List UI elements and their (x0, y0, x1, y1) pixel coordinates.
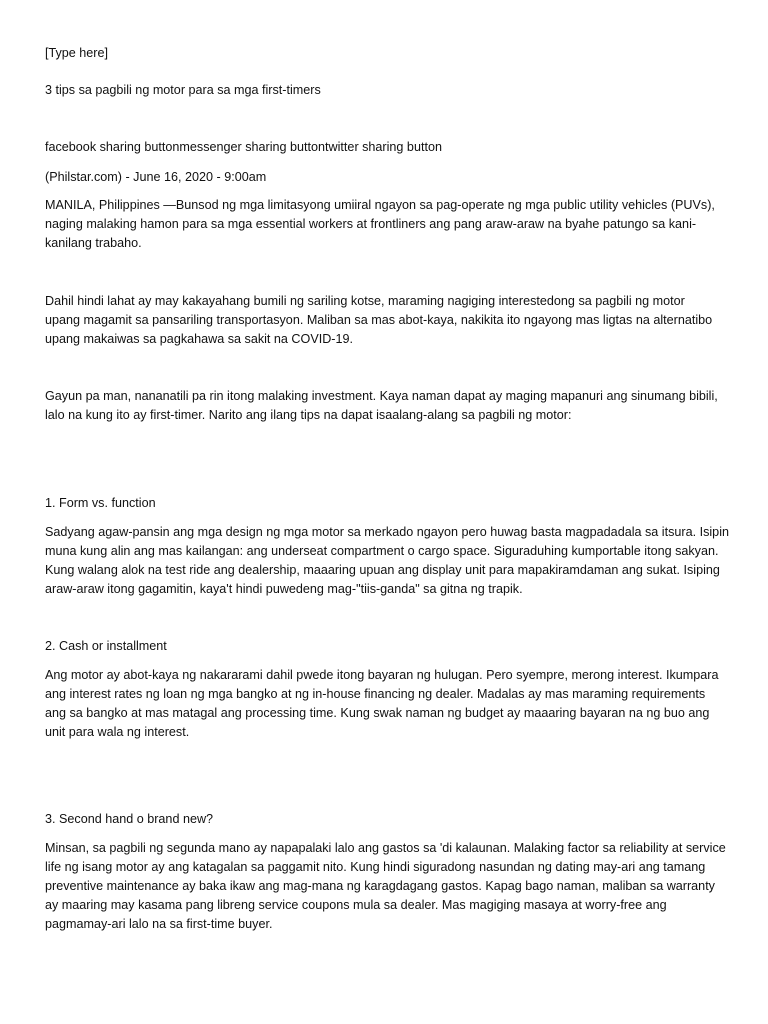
tip1-heading: 1. Form vs. function (45, 496, 156, 510)
paragraph-line: preventive maintenance ay baka ikaw ang mag-mana ng karagdagang gastos. Kapag bago naman, maliban sa warranty (45, 879, 715, 893)
tip2-heading: 2. Cash or installment (45, 639, 167, 653)
share-buttons-text: facebook sharing buttonmessenger sharing buttontwitter sharing button (45, 140, 442, 154)
paragraph-line: unit para wala ng interest. (45, 725, 190, 739)
paragraph-line: ay maaring may kasama pang libreng service coupons mula sa dealer. Mas magiging masaya at worry-free ang (45, 898, 667, 912)
paragraph-line: Minsan, sa pagbili ng segunda mano ay napapalaki lalo ang gastos sa 'di kalaunan. Malaking factor sa reliability at service (45, 841, 726, 855)
paragraph-line: araw-araw itong gagamitin, kaya't hindi puwedeng mag-"tiis-ganda" sa gitna ng trapik. (45, 582, 523, 596)
tip3-heading: 3. Second hand o brand new? (45, 812, 214, 826)
tip3-body (45, 839, 725, 934)
paragraph-line: MANILA, Philippines —Bunsod ng mga limitasyong umiiral ngayon sa pag-operate ng mga public utility vehicles (PUVs), (45, 198, 715, 212)
paragraph-line: Dahil hindi lahat ay may kakayahang bumili ng sariling kotse, maraming nagiging interestedong sa pagbili ng motor (45, 294, 685, 308)
paragraph-line: naging malaking hamon para sa mga essential workers at frontliners ang pang araw-araw na byahe patungo sa kani- (45, 217, 697, 231)
byline: (Philstar.com) - June 16, 2020 - 9:00am (45, 170, 267, 184)
paragraph-line: ang sa bangko at mas matagal ang processing time. Kung swak naman ng budget ay maaaring bayaran na ng buo ang (45, 706, 710, 720)
paragraph-line: kanilang trabaho. (45, 236, 142, 250)
paragraph-2 (45, 292, 725, 349)
paragraph-3 (45, 387, 725, 425)
paragraph-line: upang magamit sa pansariling transportasyon. Maliban sa mas abot-kaya, nakikita ito ngayong mas ligtas na alternatibo (45, 313, 713, 327)
paragraph-line: ang interest rates ng loan ng mga bangko at ng in-house financing ng dealer. Madalas ay mas maraming requirements (45, 687, 706, 701)
paragraph-line: Sadyang agaw-pansin ang mga design ng mga motor sa merkado ngayon pero huwag basta magpadadala sa itsura. Isipin (45, 525, 729, 539)
paragraph-line: lalo na kung ito ay first-timer. Narito ang ilang tips na dapat isaalang-alang sa pagbili ng motor: (45, 408, 572, 422)
paragraph-line: Ang motor ay abot-kaya ng nakararami dahil pwede itong bayaran ng hulugan. Pero syempre, merong interest. Ikumpara (45, 668, 719, 682)
tip2-body (45, 666, 725, 742)
header-placeholder: [Type here] (45, 46, 109, 60)
paragraph-line: Gayun pa man, nananatili pa rin itong malaking investment. Kaya naman dapat ay maging mapanuri ang sinumang bibili, (45, 389, 718, 403)
paragraph-line: Kung walang alok na test ride ang dealership, maaaring upuan ang display unit para mapakiramdaman ang sukat. Isiping (45, 563, 720, 577)
paragraph-line: upang makaiwas sa pagkahawa sa sakit na COVID-19. (45, 332, 354, 346)
paragraph-line: muna kung alin ang mas kailangan: ang underseat compartment o cargo space. Siguraduhing kumportable itong sakyan. (45, 544, 719, 558)
intro-paragraph (45, 196, 725, 253)
paragraph-line: pagmamay-ari lalo na sa first-time buyer. (45, 917, 273, 931)
paragraph-line: life ng isang motor ay ang katagalan sa paggamit nito. Kung hindi siguradong nasundan ng dating may-ari ang tamang (45, 860, 706, 874)
article-title: 3 tips sa pagbili ng motor para sa mga first-timers (45, 83, 321, 97)
tip1-body (45, 523, 729, 599)
